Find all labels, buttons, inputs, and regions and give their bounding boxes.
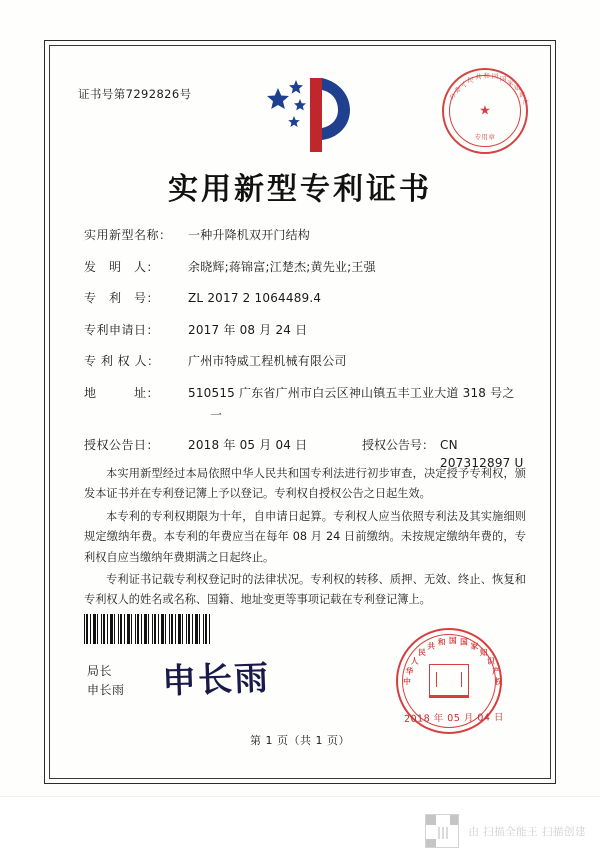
field-value: ZL 2017 2 1064489.4 — [188, 291, 322, 305]
field-label-grant-number: 授权公告号： — [362, 438, 435, 452]
field-value: 2017 年 08 月 24 日 — [188, 322, 308, 337]
director-name-label: 申长雨 — [87, 682, 125, 697]
field-value: 510515 广东省广州市白云区神山镇五丰工业大道 318 号之 — [188, 385, 515, 400]
certificate-number: 证书号第7292826号 — [78, 87, 192, 101]
seal-arc-text: 中 华 人 民 共 和 国 国 家 知 识 产 — [449, 73, 529, 107]
star-icon: ★ — [479, 103, 491, 119]
seal-arc-text: 中 华 人 民 共 和 国 国 家 知 识 产 权 — [403, 636, 503, 687]
page-title: 实用新型专利证书 — [168, 172, 432, 207]
field-label: 实用新型名称： — [84, 228, 172, 242]
field-label: 专 利 号： — [84, 291, 160, 305]
field-label: 发 明 人： — [84, 259, 160, 274]
legal-text-block — [84, 464, 526, 613]
field-row-address — [84, 384, 528, 402]
seal-bottom-text: 专用章 — [474, 133, 496, 141]
watermark-content — [425, 814, 586, 848]
field-label: 专利申请日： — [84, 322, 160, 337]
scanner-watermark-bar — [0, 796, 600, 856]
field-row-inventors — [84, 258, 528, 276]
cnipa-logo-icon — [240, 72, 360, 158]
seal-date-stamp: 2018 年 05 月 04 日 — [403, 712, 505, 725]
paragraph-2: 本专利的专利权期限为十年，自申请日起算。专利权人应当依照专利法及其实施细则规定缴纳年费。本专利的年费应当在每年 08 月 24 日前缴纳。未按规定缴纳年费的，专利权自应当缴纳年费期满之日起终止。 — [84, 509, 526, 564]
field-row-application-date — [84, 321, 528, 339]
signature-labels — [87, 662, 125, 699]
field-row-patent-number — [84, 289, 528, 307]
director-handwritten-signature: 申长雨 — [161, 658, 271, 702]
field-label-grant-date: 授权公告日： — [84, 438, 160, 452]
field-value-grant-date: 2018 年 05 月 04 日 — [188, 438, 308, 452]
field-row-utility-model-name — [84, 226, 528, 244]
field-value: 一种升降机双开门结构 — [188, 228, 311, 242]
field-value: 余晓辉;蒋锦富;江楚杰;黄先业;王强 — [188, 259, 376, 274]
field-label: 专 利 权 人： — [84, 354, 160, 368]
field-row-patentee — [84, 352, 528, 370]
paragraph-1: 本实用新型经过本局依照中华人民共和国专利法进行初步审查，决定授予专利权，颁发本证书并在专利登记簿上予以登记。专利权自授权公告之日起生效。 — [84, 467, 526, 501]
director-role-label: 局长 — [87, 664, 113, 678]
field-list — [84, 226, 528, 486]
barcode-icon — [84, 614, 212, 644]
watermark-text: 由 扫描全能王 扫描创建 — [468, 825, 586, 838]
paragraph-3: 专利证书记载专利权登记时的法律状况。专利权的转移、质押、无效、终止、恢复和专利权人的姓名或名称、国籍、地址变更等事项记载在专利登记簿上。 — [84, 572, 526, 607]
page-number: 第 1 页（共 1 页） — [250, 734, 350, 747]
field-value-grant-number: CN 207312897 U — [440, 438, 524, 470]
qr-code-icon — [425, 814, 459, 848]
address-continuation: 一 — [210, 408, 223, 422]
field-value: 广州市特威工程机械有限公司 — [188, 354, 347, 368]
status-seal-top-right — [442, 68, 528, 154]
certificate-content — [62, 58, 538, 766]
field-label: 地 址： — [84, 385, 160, 400]
